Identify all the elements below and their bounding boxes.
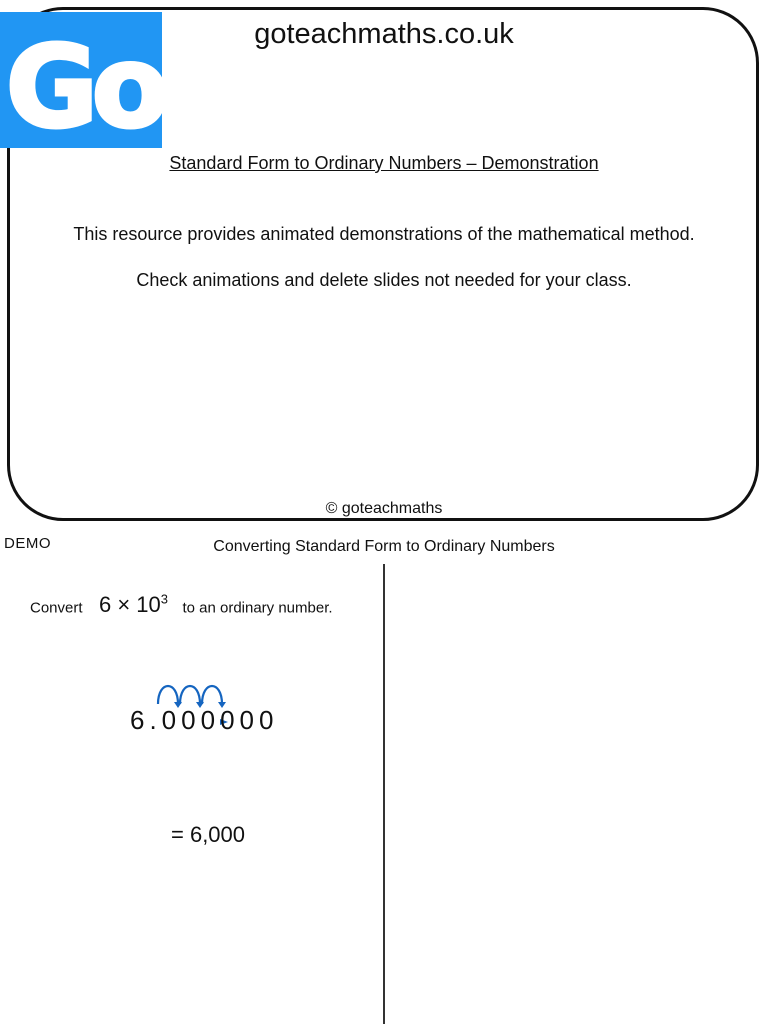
answer: = 6,000 [171,822,246,847]
demo-title: Converting Standard Form to Ordinary Numbers [213,538,555,555]
expression-exponent: 3 [160,592,168,607]
copyright-text: © goteachmaths [325,500,443,517]
standard-form-expression [99,592,168,617]
demo-tag: DEMO [4,535,51,552]
question-suffix: to an ordinary number. [182,599,333,617]
digit-row: 6.000000 [130,705,279,735]
expression-base: 6 × 10 [98,592,161,618]
column-divider [383,564,385,1024]
question [30,592,333,618]
slide-title: Standard Form to Ordinary Numbers – Demonstration [169,153,599,173]
question-prefix: Convert [30,599,83,617]
svg-text:Go!: Go! [6,23,208,153]
description-text: This resource provides animated demonstrations of the mathematical method. [73,224,695,244]
website-name: goteachmaths.co.uk [254,18,514,50]
instruction-text: Check animations and delete slides not needed for your class. [136,270,632,290]
